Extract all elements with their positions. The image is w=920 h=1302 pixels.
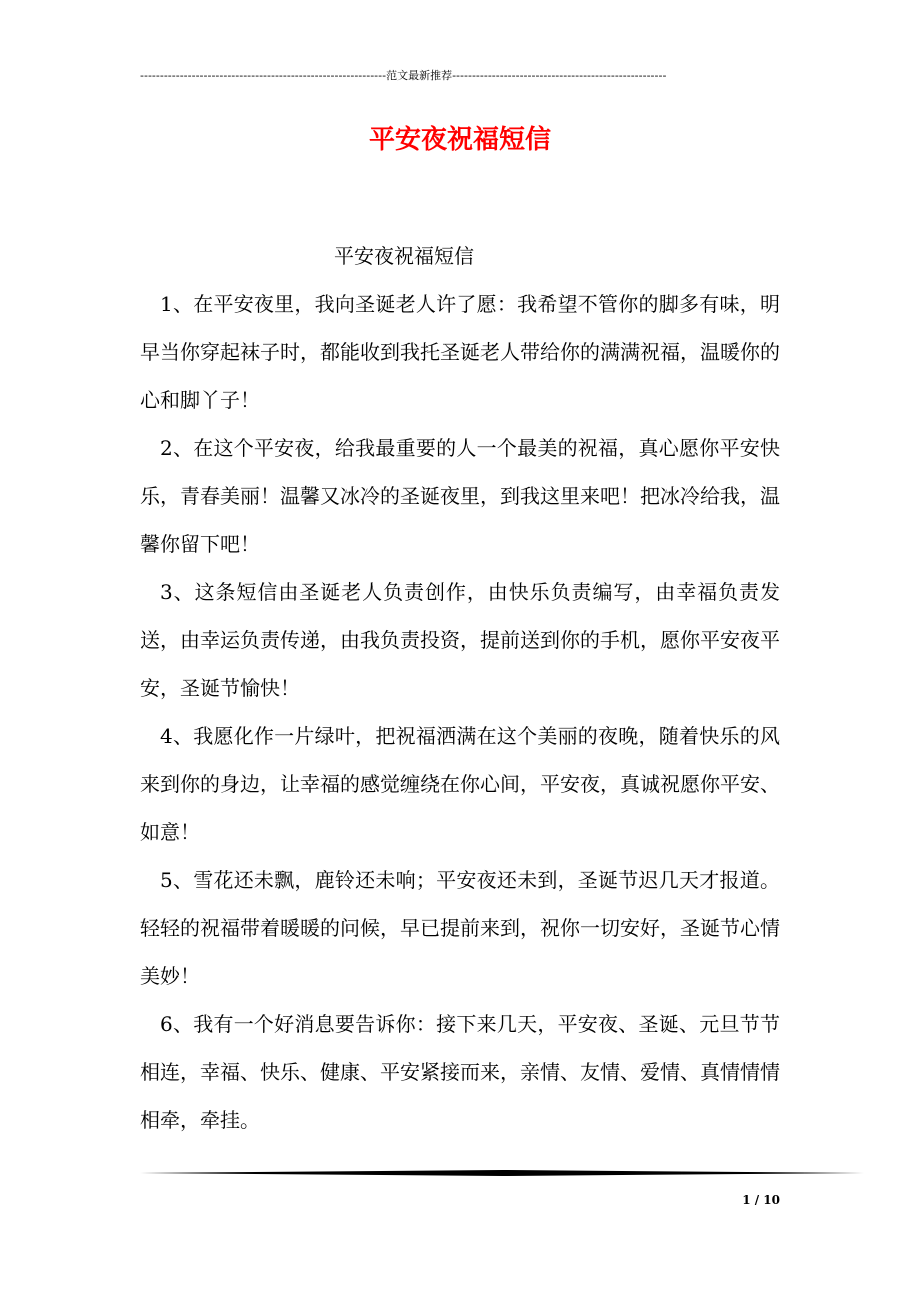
header-banner: --------------------------------------------------------------范文最新推荐------------------------------------------------------ [140, 69, 667, 82]
paragraph-4: 4、我愿化作一片绿叶，把祝福洒满在这个美丽的夜晚，随着快乐的风来到你的身边，让幸福的感觉缠绕在你心间，平安夜，真诚祝愿你平安、如意！ [140, 724, 780, 844]
paragraph-3: 3、这条短信由圣诞老人负责创作，由快乐负责编写，由幸福负责发送，由幸运负责传递，由我负责投资，提前送到你的手机，愿你平安夜平安，圣诞节愉快！ [140, 580, 780, 700]
document-title: 平安夜祝福短信 [368, 125, 551, 155]
paragraph-5: 5、雪花还未飘，鹿铃还未响；平安夜还未到，圣诞节迟几天才报道。轻轻的祝福带着暖暖的问候，早已提前来到，祝你一切安好，圣诞节心情美妙！ [140, 868, 780, 988]
document-subtitle: 平安夜祝福短信 [334, 244, 474, 268]
paragraph-1: 1、在平安夜里，我向圣诞老人许了愿：我希望不管你的脚多有味，明早当你穿起袜子时，都能收到我托圣诞老人带给你的满满祝福，温暖你的心和脚丫子！ [140, 292, 780, 412]
paragraph-6: 6、我有一个好消息要告诉你：接下来几天，平安夜、圣诞、元旦节节相连，幸福、快乐、健康、平安紧接而来，亲情、友情、爱情、真情情情相牵，牵挂。 [140, 1012, 780, 1132]
footer-divider [140, 1169, 864, 1177]
paragraph-2: 2、在这个平安夜，给我最重要的人一个最美的祝福，真心愿你平安快乐，青春美丽！温馨又冰冷的圣诞夜里，到我这里来吧！把冰冷给我，温馨你留下吧！ [140, 436, 780, 556]
page-number: 1 / 10 [742, 1193, 780, 1207]
document-body [140, 232, 780, 1144]
